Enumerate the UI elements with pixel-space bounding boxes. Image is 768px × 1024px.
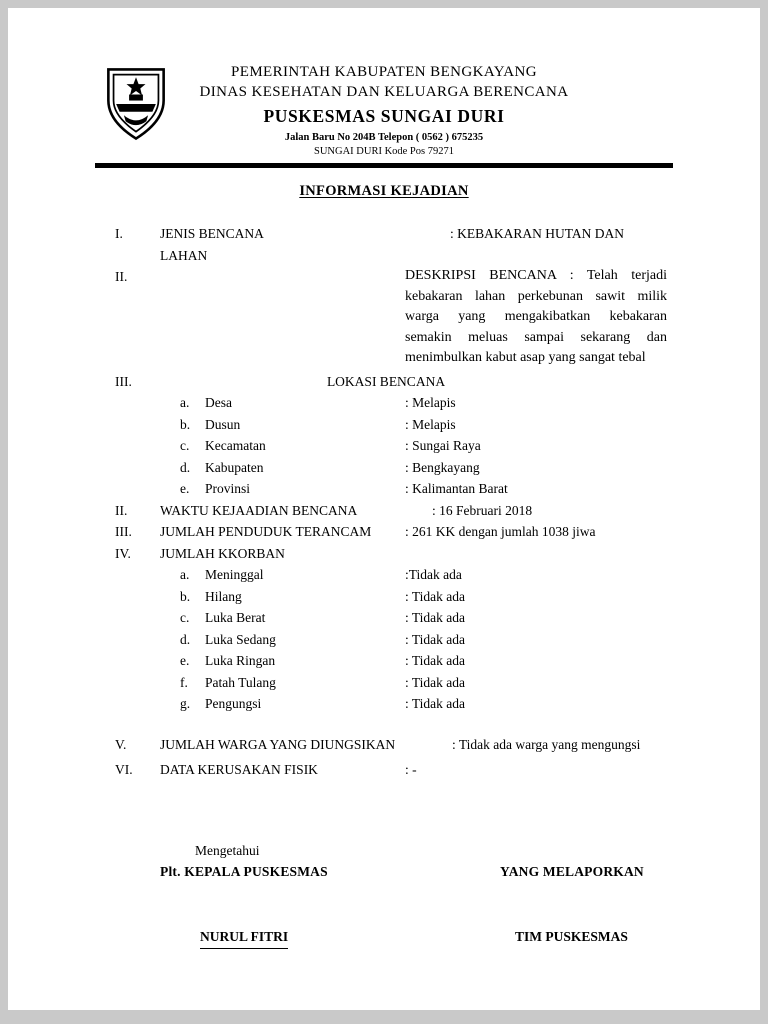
document-title-row (8, 181, 760, 201)
row-label: Kecamatan (205, 438, 266, 453)
row-letter: c. (180, 438, 190, 453)
section-spacer (160, 266, 405, 369)
row-value: : Tidak ada (405, 610, 466, 625)
lokasi-row-provinsi (180, 478, 682, 500)
section-label: JUMLAH WARGA YANG DIUNGSIKAN (160, 736, 396, 752)
section-value: : 261 KK dengan jumlah 1038 jiwa (405, 524, 596, 539)
signature-right-name: TIM PUSKESMAS (515, 928, 628, 944)
korban-row-luka-ringan (180, 650, 682, 672)
korban-row-hilang (180, 586, 682, 608)
korban-row-patah-tulang (180, 672, 682, 694)
row-label: Patah Tulang (205, 674, 276, 690)
row-letter: a. (180, 395, 190, 410)
section-numeral-empty (115, 245, 160, 267)
section-value: : - (405, 762, 417, 777)
row-value: : Tidak ada (405, 696, 466, 711)
lokasi-row-kecamatan (180, 435, 682, 457)
signature-acknowledge: Mengetahui (195, 842, 260, 858)
row-value: : Tidak ada (405, 588, 466, 604)
korban-row-meninggal (180, 564, 682, 586)
section-kerusakan-fisik (115, 759, 682, 781)
row-value: :Tidak ada (405, 567, 462, 582)
row-label: Luka Sedang (205, 631, 276, 647)
row-letter: d. (180, 459, 191, 475)
row-label: Desa (205, 395, 232, 410)
section-label: JENIS BENCANA (160, 226, 264, 241)
row-letter: e. (180, 653, 190, 668)
row-value: : Bengkayang (405, 459, 480, 475)
lokasi-row-kabupaten (180, 457, 682, 479)
section-value: : 16 Februari 2018 (432, 502, 533, 518)
row-value: : Tidak ada (405, 631, 466, 647)
row-letter: g. (180, 696, 191, 711)
row-label: Luka Berat (205, 610, 266, 625)
section-jenis-bencana (115, 223, 682, 245)
document-page (8, 8, 760, 1010)
row-letter: f. (180, 674, 188, 690)
section-label: LOKASI BENCANA (326, 373, 446, 389)
row-label: Dusun (205, 416, 241, 432)
row-letter: b. (180, 588, 191, 604)
letterhead-divider (95, 163, 673, 168)
lokasi-row-dusun (180, 414, 682, 436)
row-letter: a. (180, 567, 190, 582)
korban-row-luka-berat (180, 607, 682, 629)
row-label: Pengungsi (205, 696, 262, 711)
row-value: : Tidak ada (405, 674, 466, 690)
section-numeral: III. (115, 524, 132, 539)
section-value-wrap: LAHAN (160, 247, 208, 263)
row-value: : Tidak ada (405, 653, 466, 668)
row-letter: c. (180, 610, 190, 625)
row-label: Kabupaten (205, 459, 264, 475)
signature-block (160, 840, 682, 950)
row-letter: e. (180, 481, 190, 496)
section-numeral: II. (115, 269, 128, 284)
section-numeral: VI. (115, 762, 133, 777)
letterhead-department: DINAS KESEHATAN DAN KELUARGA BERENCANA (199, 84, 569, 100)
section-jenis-bencana-wrap (115, 245, 682, 267)
letterhead-postal-code: SUNGAI DURI Kode Pos 79271 (313, 146, 454, 157)
deskripsi-paragraph: DESKRIPSI BENCANA : Telah terjadi kebakaran lahan perkebunan sawit milik warga yang mengakibatkan kebakaran semakin meluas sampai sekarang dan menimbulkan kabut asap yang sangat tebal (405, 268, 667, 365)
signature-names-row (160, 926, 682, 950)
signature-left-name: NURUL FITRI (200, 926, 288, 950)
section-label: DATA KERUSAKAN FISIK (160, 762, 318, 777)
signature-left-title: Plt. KEPALA PUSKESMAS (160, 864, 328, 879)
lokasi-row-desa (180, 392, 682, 414)
section-penduduk-terancam (115, 521, 682, 543)
section-numeral: V. (115, 736, 127, 752)
section-numeral: II. (115, 502, 128, 518)
letterhead-address: Jalan Baru No 204B Telepon ( 0562 ) 675235 (284, 132, 484, 143)
row-label: Provinsi (205, 481, 251, 496)
section-value: : Tidak ada warga yang mengungsi (452, 736, 641, 752)
section-numeral: III. (115, 373, 132, 389)
section-value: : KEBAKARAN HUTAN DAN (450, 226, 625, 241)
signature-right-title: YANG MELAPORKAN (500, 864, 644, 879)
row-letter: b. (180, 416, 191, 432)
signature-acknowledge-row (160, 840, 682, 862)
row-label: Meninggal (205, 567, 264, 582)
korban-row-luka-sedang (180, 629, 682, 651)
row-value: : Melapis (405, 395, 456, 410)
row-label: Hilang (205, 588, 242, 604)
document-title: INFORMASI KEJADIAN (299, 183, 469, 199)
row-value: : Melapis (405, 416, 456, 432)
section-lokasi-bencana (115, 371, 682, 393)
coat-of-arms-logo-icon (103, 66, 169, 142)
section-waktu-kejadian (115, 500, 682, 522)
section-label: WAKTU KEJAADIAN BENCANA (160, 502, 358, 518)
section-label: JUMLAH PENDUDUK TERANCAM (160, 524, 372, 539)
row-letter: d. (180, 631, 191, 647)
section-label: JUMLAH KKORBAN (160, 545, 285, 561)
document-body (115, 223, 682, 949)
section-warga-diungsikan (115, 734, 682, 756)
korban-row-pengungsi (180, 693, 682, 715)
letterhead-government: PEMERINTAH KABUPATEN BENGKAYANG (231, 64, 537, 80)
signature-titles-row (160, 861, 682, 883)
section-jumlah-korban (115, 543, 682, 565)
letterhead-office-name: PUSKESMAS SUNGAI DURI (263, 106, 505, 126)
section-numeral: IV. (115, 545, 131, 561)
section-numeral: I. (115, 226, 123, 241)
row-value: : Sungai Raya (405, 438, 481, 453)
row-value: : Kalimantan Barat (405, 481, 508, 496)
section-deskripsi-bencana (115, 266, 682, 369)
row-label: Luka Ringan (205, 653, 276, 668)
